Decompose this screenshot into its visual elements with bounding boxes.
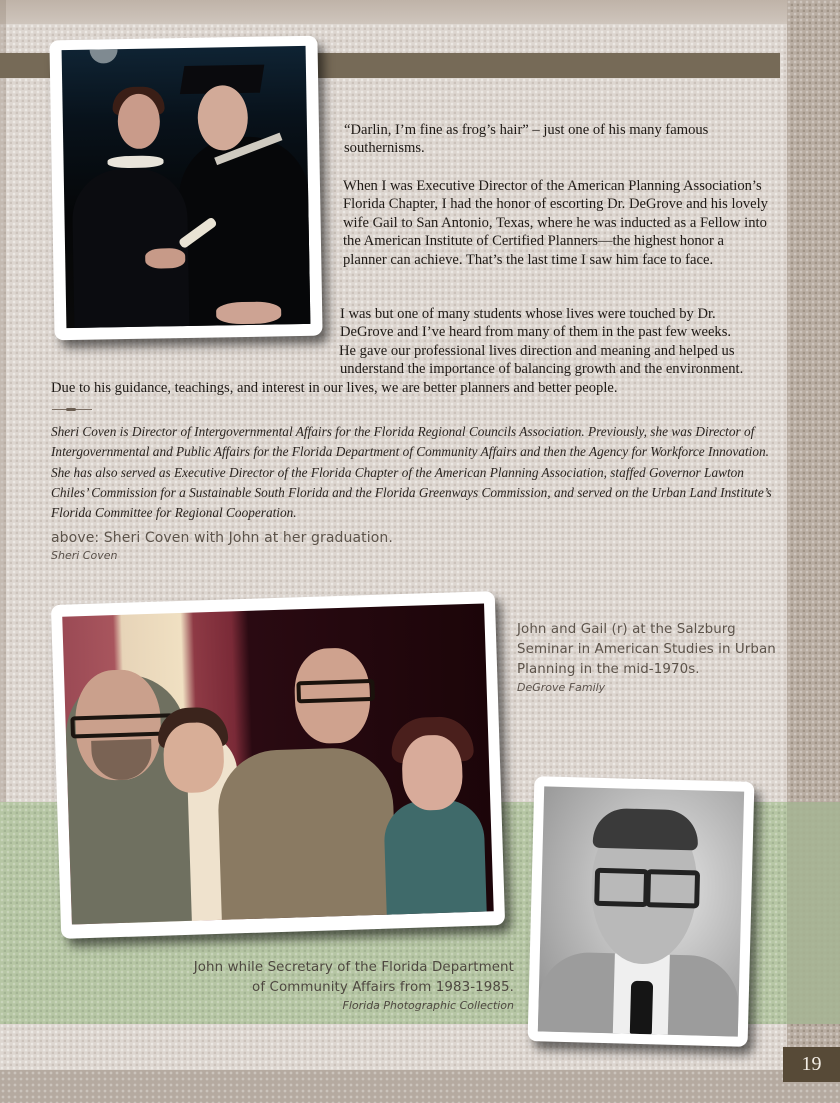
quote-paragraph (344, 121, 764, 158)
closing-line: DeGrove and I’ve heard from many of them in the past few weeks. (340, 324, 732, 341)
closing-paragraph (51, 305, 781, 397)
bottom-texture-strip (0, 1070, 840, 1103)
photo-credit: Florida Photographic Collection (342, 999, 514, 1012)
green-band-edge (787, 802, 840, 1024)
closing-line: I was but one of many students whose lives were touched by Dr. (340, 306, 716, 322)
escort-paragraph (343, 177, 768, 269)
salzburg-photo-image (62, 603, 493, 924)
author-bio: Sheri Coven is Director of Intergovernmental Affairs for the Florida Regional Councils Association. Previously, she was Director of Intergovernmental and Public Affairs for the Florida Department of Community Affairs and then the Agency for Workforce Innovation. She has also served as Executive Director of the Florida Chapter of the American Planning Association, staffed Governor Lawton Chiles’ Commission for a Sustainable South Florida and the Florida Greenways Commission, and served on the Urban Land Institute’s Florida Committee for Regional Cooperation. (51, 424, 772, 521)
graduation-photo (49, 36, 322, 341)
escort-text: When I was Executive Director of the American Planning Association’s Florida Chapter, I had the honor of escorting Dr. DeGrove and his lovely wife Gail to San Antonio, Texas, where he was inducted as a Fellow into the American Institute of Certified Planners—the highest honor a planner can achieve. That’s the last time I saw him face to face. (343, 178, 768, 268)
section-divider (52, 409, 92, 410)
caption-line: John while Secretary of the Florida Department (193, 960, 514, 975)
caption-text: above: Sheri Coven with John at her graduation. (51, 530, 393, 546)
quote-text: “Darlin, I’m fine as frog’s hair” – just one of his many famous southernisms. (344, 122, 709, 157)
page-number: 19 (783, 1047, 840, 1082)
closing-line: understand the importance of balancing growth and the environment. (340, 361, 744, 378)
glasses-left-lens (594, 868, 649, 907)
salzburg-group-photo (51, 591, 505, 939)
portrait-caption (150, 958, 514, 1013)
tie (630, 981, 653, 1035)
woman-face (163, 722, 225, 794)
woman-hood (107, 155, 163, 168)
john-suit (217, 746, 398, 924)
woman-face (117, 93, 160, 149)
clock-shape (90, 49, 118, 63)
caption-line: of Community Affairs from 1983-1985. (252, 980, 514, 995)
portrait-photo-image (538, 786, 744, 1036)
photo-credit: DeGrove Family (517, 681, 606, 694)
woman-hand (145, 248, 185, 269)
closing-line: Due to his guidance, teachings, and interest in our lives, we are better planners and better people. (51, 379, 618, 396)
graduation-caption (51, 528, 471, 563)
hair (593, 808, 699, 851)
salzburg-caption (517, 620, 777, 695)
portrait-photo (528, 776, 755, 1047)
john-glasses (296, 679, 375, 703)
woman-sweater (383, 799, 487, 922)
caption-text: John and Gail (r) at the Salzburg Seminar in American Studies in Urban Planning in the mid-1970s. (517, 622, 776, 677)
photo-credit: Sheri Coven (51, 549, 118, 562)
glasses-right-lens (645, 869, 700, 908)
closing-line: He gave our professional lives direction and meaning and helped us (339, 342, 735, 359)
graduation-photo-image (62, 46, 311, 328)
woman-face (401, 734, 463, 811)
